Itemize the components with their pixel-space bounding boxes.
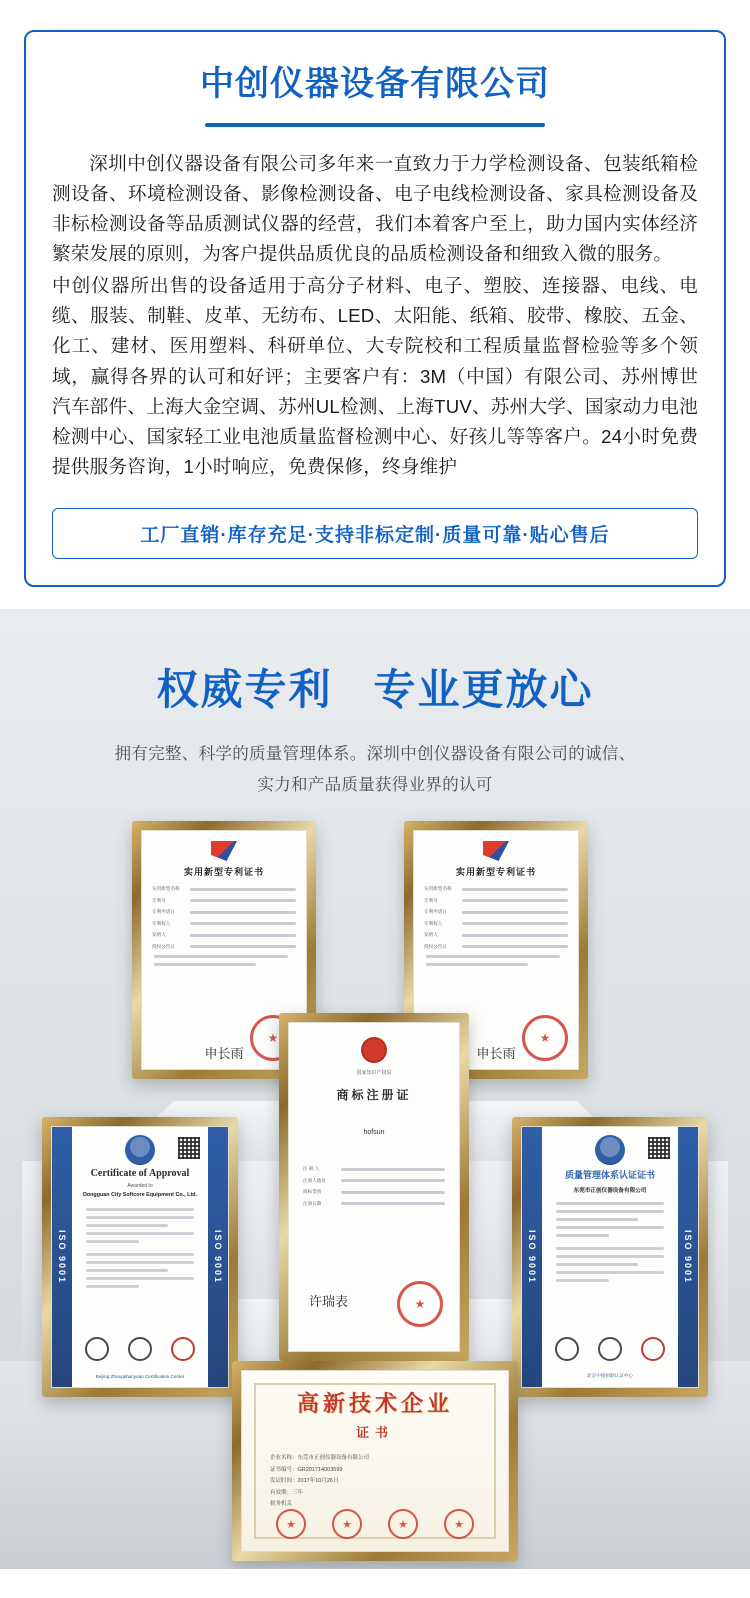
patent-field-row xyxy=(152,898,296,904)
issuer-footer: 北京中园恒联认证中心 xyxy=(587,1373,633,1378)
award-title: 高新技术企业 xyxy=(296,1391,453,1416)
award-field: 企业名称：东莞市正创仪器设备有限公司 xyxy=(270,1455,370,1461)
accreditation-badge-icon xyxy=(555,1337,579,1361)
patent-field-row xyxy=(424,921,568,927)
award-seal-icon: ★ xyxy=(276,1509,306,1539)
patent-field-value xyxy=(190,922,296,925)
iso-strip-label: ISO 9001 xyxy=(522,1127,542,1387)
patent-field-row xyxy=(152,944,296,950)
award-field: 有效期：三年 xyxy=(270,1489,304,1496)
national-emblem-icon xyxy=(361,1037,387,1063)
award-seal-row xyxy=(242,1509,508,1539)
patent-field-label: 专利申请日 xyxy=(424,909,447,914)
accreditation-badge-icon xyxy=(85,1337,109,1361)
iso-strip-label: ISO 9001 xyxy=(678,1127,698,1387)
paper-rule xyxy=(426,963,528,966)
patent-field-value xyxy=(190,945,296,948)
certification-emblem-icon xyxy=(595,1135,625,1165)
qr-code-icon xyxy=(178,1137,200,1159)
awarded-to-label: Awarded to xyxy=(127,1183,153,1189)
page-title: 中创仪器设备有限公司 xyxy=(200,65,550,103)
official-seal-icon xyxy=(522,1015,568,1061)
intro-paragraph-2: 中创仪器所出售的设备适用于高分子材料、电子、塑胶、连接器、电线、电缆、服装、制鞋、皮革、无纺布、LED、太阳能、纸箱、胶带、橡胶、五金、化工、建材、医用塑料、科研单位、大专院校和工程质量监督检验等多个领域，赢得各界的认可和好评；主要客户有：3M（中国）有限公司、苏州博世汽车部件、上海大金空调、苏州UL检测、上海TUV、苏州大学、国家动力电池检测中心、国家轻工业电池质量监督检测中心、好孩儿等等客户。24小时免费提供服务咨询，1小时响应，免费保修，终身维护 xyxy=(52,275,698,477)
certification-emblem-icon xyxy=(125,1135,155,1165)
patent-field-label: 授权公告日 xyxy=(424,943,447,949)
certificate-paper xyxy=(521,1126,699,1388)
trademark-field-row xyxy=(303,1178,445,1184)
trademark-field-row xyxy=(303,1189,445,1195)
trademark-field-row xyxy=(303,1201,445,1207)
patent-field-list xyxy=(142,886,306,950)
certificate-frame-high-tech-award[interactable] xyxy=(232,1361,518,1561)
brand-name: hofsun xyxy=(363,1129,385,1136)
patent-emblem-icon xyxy=(483,841,509,861)
trademark-field-row xyxy=(303,1166,445,1172)
iso-strip-label: ISO 9001 xyxy=(52,1127,72,1387)
signature-area xyxy=(309,1291,348,1311)
patent-field-label: 发明人 xyxy=(152,932,166,937)
certificates-subtitle-line2: 实力和产品质量获得业界的认可 xyxy=(257,775,493,794)
signature: 许瑞表 xyxy=(309,1294,349,1309)
issuer-name: 国家知识产权局 xyxy=(356,1070,392,1076)
patent-field-value xyxy=(462,922,568,925)
certificate-paper xyxy=(51,1126,229,1388)
award-field: 税务机关 xyxy=(270,1501,293,1508)
patent-field-label: 授权公告日 xyxy=(152,943,175,949)
patent-field-value xyxy=(190,911,296,914)
trademark-field-value xyxy=(341,1168,445,1171)
certificate-name: 实用新型专利证书 xyxy=(455,867,536,877)
patent-field-value xyxy=(462,888,568,891)
patent-field-label: 发明人 xyxy=(424,932,438,937)
patent-field-label: 专利申请日 xyxy=(152,909,175,914)
certificate-name: 质量管理体系认证证书 xyxy=(564,1170,655,1180)
iaf-badge-icon xyxy=(128,1337,152,1361)
certificates-title xyxy=(0,667,750,713)
patent-field-value xyxy=(462,945,568,948)
certificates-subtitle-line1: 拥有完整、科学的质量管理体系。深圳中创仪器设备有限公司的诚信、 xyxy=(114,745,636,764)
patent-field-label: 专利权人 xyxy=(424,920,443,926)
patent-field-row xyxy=(152,909,296,915)
cnas-badge-icon xyxy=(641,1337,665,1361)
certificate-name: 商标注册证 xyxy=(336,1088,412,1102)
award-subtitle: 证书 xyxy=(355,1425,394,1440)
trademark-field-label: 注册日期 xyxy=(303,1200,322,1206)
signature: 申长雨 xyxy=(476,1046,516,1061)
certificates-section xyxy=(0,609,750,1569)
award-field: 证书编号：GR201714003599 xyxy=(270,1466,343,1473)
patent-field-label: 实用新型名称 xyxy=(424,886,452,891)
official-seal-icon xyxy=(397,1281,443,1327)
accreditation-logos xyxy=(76,1337,204,1361)
patent-field-row xyxy=(152,921,296,927)
patent-field-value xyxy=(462,911,568,914)
certificate-frame-trademark[interactable] xyxy=(279,1013,469,1361)
patent-field-label: 专利权人 xyxy=(152,920,171,926)
award-seal-icon: ★ xyxy=(444,1509,474,1539)
certificate-name: Certificate of Approval xyxy=(90,1168,190,1179)
certificate-paper xyxy=(288,1022,460,1352)
certificates-title-part2: 专业更放心 xyxy=(373,666,594,713)
company-name: Dongguan City Softcore Equipment Co., Ltd. xyxy=(82,1192,198,1198)
trademark-field-value xyxy=(341,1179,445,1182)
company-intro-card xyxy=(24,30,726,587)
patent-field-row xyxy=(424,932,568,938)
patent-field-value xyxy=(190,899,296,902)
certificates-subtitle xyxy=(90,739,660,800)
patent-field-row xyxy=(424,886,568,892)
certificate-name: 实用新型专利证书 xyxy=(183,867,264,877)
certificate-paper xyxy=(241,1370,509,1552)
trademark-field-label: 商标类别 xyxy=(303,1189,322,1194)
patent-field-value xyxy=(462,899,568,902)
patent-field-row xyxy=(424,944,568,950)
patent-field-value xyxy=(462,934,568,937)
certificate-frame-iso-right[interactable] xyxy=(512,1117,708,1397)
iaf-badge-icon xyxy=(598,1337,622,1361)
certificates-title-part1: 权威专利 xyxy=(156,666,333,713)
certificate-frame-iso-left[interactable] xyxy=(42,1117,238,1397)
paper-rule xyxy=(154,955,288,958)
patent-field-row xyxy=(424,909,568,915)
issuer-footer: Beijing Zhongshanyuan Certification Center xyxy=(95,1374,185,1379)
award-seal-icon: ★ xyxy=(332,1509,362,1539)
paper-rule xyxy=(426,955,560,958)
trademark-field-label: 注册人地址 xyxy=(303,1177,326,1183)
patent-field-label: 专利号 xyxy=(152,897,166,903)
award-field: 发证时间：2017年10月26日 xyxy=(270,1478,339,1485)
iso-strip-label: ISO 9001 xyxy=(208,1127,228,1387)
patent-field-label: 实用新型名称 xyxy=(152,886,180,891)
patent-field-row xyxy=(424,898,568,904)
trademark-field-value xyxy=(341,1202,445,1205)
signature: 申长雨 xyxy=(204,1046,244,1061)
cnas-badge-icon xyxy=(171,1337,195,1361)
patent-field-row xyxy=(152,886,296,892)
patent-field-value xyxy=(190,934,296,937)
trademark-field-value xyxy=(341,1191,445,1194)
patent-field-row xyxy=(152,932,296,938)
trademark-field-label: 注 册 人 xyxy=(303,1166,320,1171)
award-seal-icon: ★ xyxy=(388,1509,418,1539)
company-name: 东莞市正创仪器设备有限公司 xyxy=(573,1188,647,1194)
patent-field-value xyxy=(190,888,296,891)
title-divider xyxy=(205,123,545,127)
slogan-badge: 工厂直销·库存充足·支持非标定制·质量可靠·贴心售后 xyxy=(52,508,698,559)
patent-field-label: 专利号 xyxy=(424,897,438,903)
patent-field-list xyxy=(414,886,578,950)
qr-code-icon xyxy=(648,1137,670,1159)
intro-paragraph-1: 深圳中创仪器设备有限公司多年来一直致力于力学检测设备、包装纸箱检测设备、环境检测设备、影像检测设备、电子电线检测设备、家具检测设备及非标检测设备等品质测试仪器的经营，我们本着客户至上，助力国内实体经济繁荣发展的原则，为客户提供品质优良的品质检测设备和细致入微的服务。 xyxy=(52,152,698,265)
paper-rule xyxy=(154,963,256,966)
patent-emblem-icon xyxy=(211,841,237,861)
accreditation-logos xyxy=(546,1337,674,1361)
company-intro-section xyxy=(0,0,750,609)
